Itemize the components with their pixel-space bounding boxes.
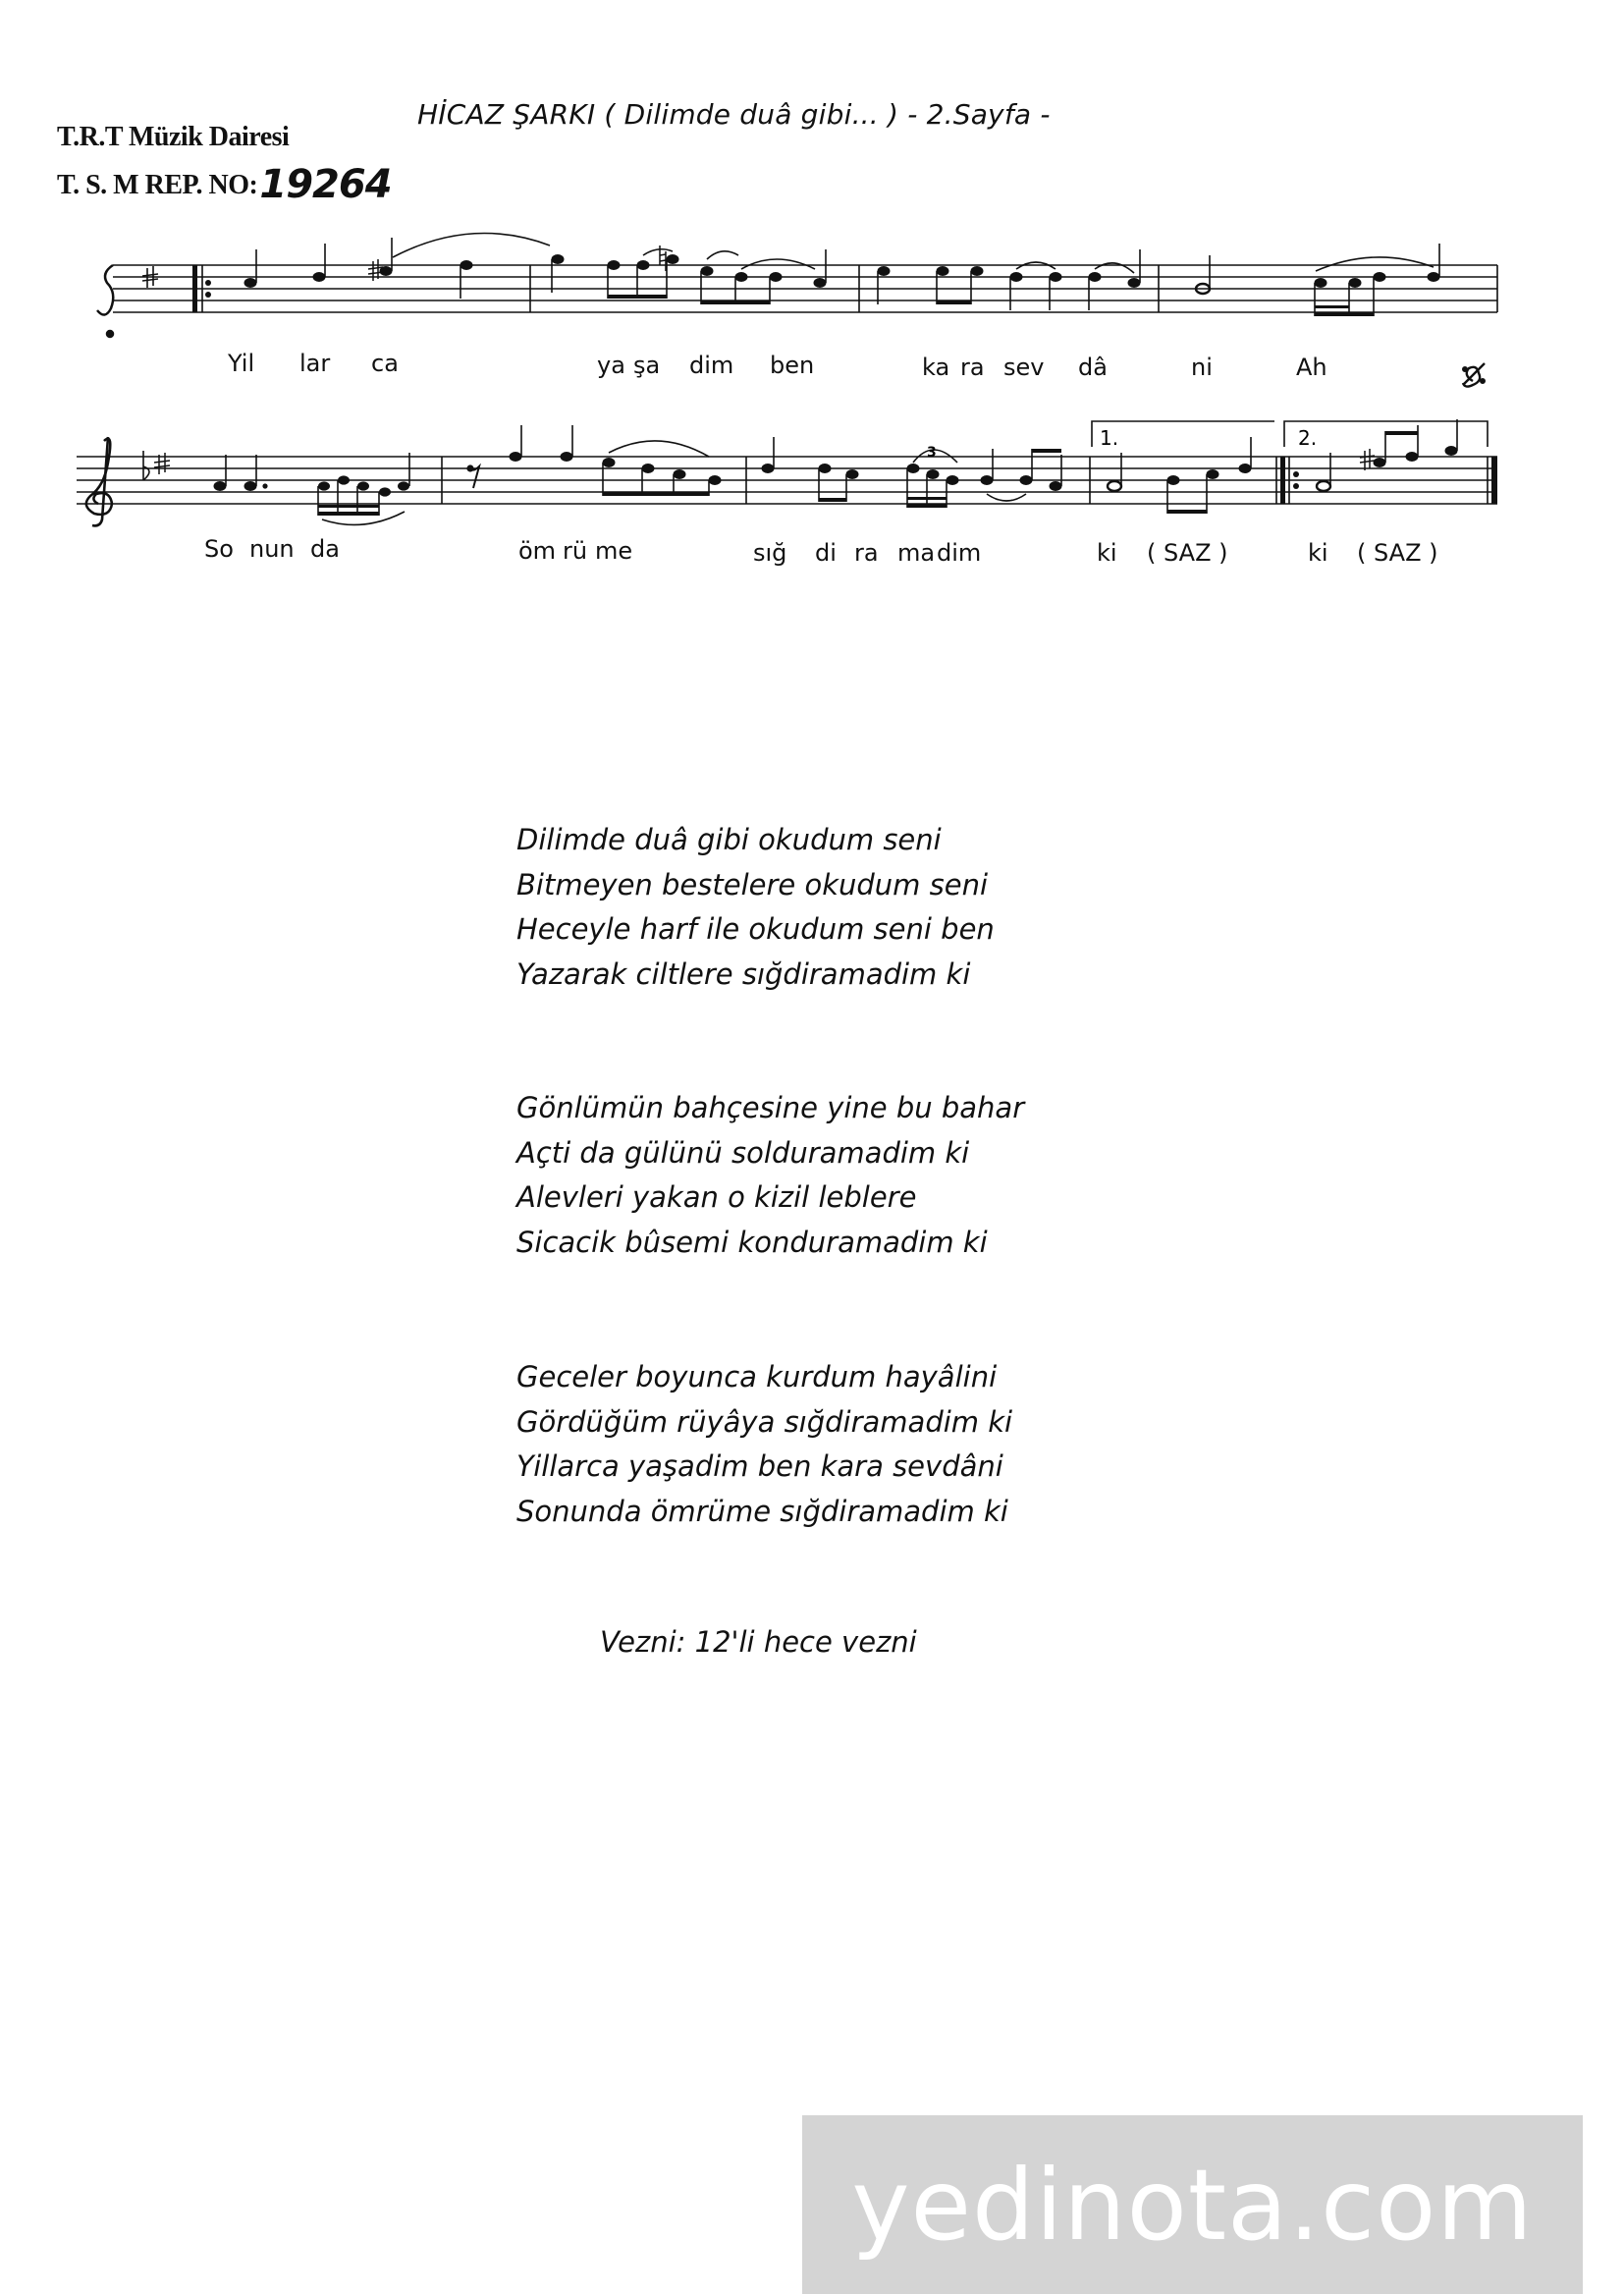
lyric-syllable: dim — [689, 352, 734, 379]
lyric-syllable: dim — [937, 539, 982, 567]
lyric-syllable: di — [815, 539, 837, 567]
lyric-syllable: da — [310, 535, 340, 563]
poem-line: Bitmeyen bestelere okudum seni — [516, 867, 989, 901]
organization-name: T.R.T Müzik Dairesi — [57, 122, 290, 152]
lyric-syllable: nun — [249, 535, 295, 563]
stanza-1 — [516, 818, 995, 997]
volta-brackets — [1092, 421, 1488, 447]
poem-line: Gönlümün bahçesine yine bu bahar — [516, 1091, 1025, 1124]
poem-line: Yazarak ciltlere sığdiramadim ki — [516, 956, 971, 991]
treble-clef-icon — [86, 437, 112, 525]
lyric-syllable: ca — [371, 350, 399, 377]
lyric-syllable: öm — [518, 537, 557, 565]
poem-line: Açti da gülünü solduramadim ki — [516, 1135, 970, 1170]
notes-line-1 — [244, 254, 1440, 288]
lyric-syllable: ( SAZ ) — [1147, 539, 1228, 567]
lyric-syllable: me — [595, 537, 633, 565]
lyric-syllable: lar — [299, 350, 331, 377]
notes-line-2 — [214, 446, 1458, 497]
watermark-text: yedinota.com — [851, 2147, 1534, 2263]
tuplet-number: 3 — [927, 445, 937, 461]
sharp-accidental-icon — [1360, 449, 1375, 470]
rep-number-line — [57, 162, 392, 207]
watermark-banner — [802, 2115, 1583, 2294]
lyric-syllable: ben — [770, 352, 815, 379]
poem-line: Geceler boyunca kurdum hayâlini — [516, 1360, 998, 1393]
staff-line-1 — [0, 226, 1624, 442]
lyric-syllable: ra — [854, 539, 879, 567]
segno-icon — [1463, 363, 1485, 387]
meter-note: Vezni: 12'li hece vezni — [600, 1625, 917, 1659]
rep-number: 19264 — [259, 162, 392, 207]
lyric-syllable: ka — [922, 354, 950, 381]
lyric-syllable: sığ — [753, 539, 787, 567]
lyric-syllable: Ah — [1296, 354, 1327, 381]
treble-clef-icon — [97, 265, 113, 337]
poem-line: Sonunda ömrüme sığdiramadim ki — [516, 1494, 1008, 1528]
lyric-syllable: dâ — [1078, 354, 1108, 381]
lyric-syllable: rü — [563, 537, 588, 565]
song-title: HİCAZ ŞARKI ( Dilimde duâ gibi... ) - 2.Sayfa - — [417, 98, 1051, 131]
poem-line: Heceyle harf ile okudum seni ben — [516, 912, 995, 946]
ending-1-label: 1. — [1100, 426, 1119, 450]
slurs-line-1 — [393, 234, 1434, 274]
key-signature-flat-icon — [143, 451, 149, 480]
eighth-rest-icon — [467, 465, 479, 488]
ending-2-label: 2. — [1298, 426, 1318, 450]
lyric-syllable: ki — [1308, 539, 1328, 567]
poem-line: Yillarca yaşadim ben kara sevdâni — [516, 1449, 1003, 1483]
lyric-syllable: sev — [1003, 354, 1045, 381]
poem-line: Alevleri yakan o kizil leblere — [516, 1180, 917, 1214]
lyric-syllable: ni — [1191, 354, 1213, 381]
lyric-syllable: şa — [633, 352, 661, 379]
lyric-syllable: ma — [897, 539, 936, 567]
lyric-syllable: ra — [960, 354, 985, 381]
stanza-3 — [516, 1355, 1012, 1534]
lyric-syllable: So — [204, 535, 234, 563]
poem-line: Gördüğüm rüyâya sığdiramadim ki — [516, 1404, 1013, 1439]
poem-line: Dilimde duâ gibi okudum seni — [516, 823, 942, 856]
lyric-syllable: ki — [1097, 539, 1117, 567]
lyric-syllable: Yil — [228, 350, 255, 377]
lyric-syllable: ( SAZ ) — [1357, 539, 1438, 567]
stanza-2 — [516, 1086, 1024, 1265]
lyric-syllable: ya — [597, 352, 625, 379]
rep-label: T. S. M REP. NO: — [57, 170, 258, 200]
poem-line: Sicacik bûsemi konduramadim ki — [516, 1225, 988, 1259]
